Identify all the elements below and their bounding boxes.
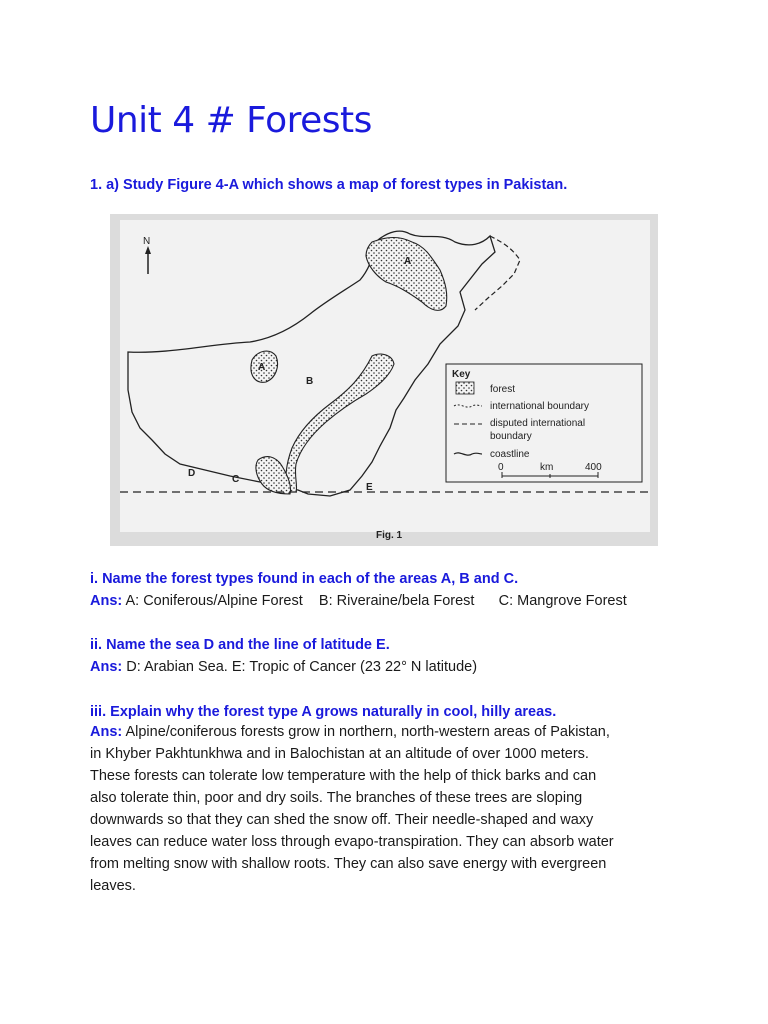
answer-iii-line: Alpine/coniferous forests grow in northern, north-western areas of Pakistan, <box>125 724 610 740</box>
answer-iii-line: leaves can reduce water loss through evapo-transpiration. They can absorb water <box>90 834 614 850</box>
answer-iii <box>90 721 700 897</box>
scale-end: 400 <box>585 462 602 473</box>
question-iii: iii. Explain why the forest type A grows naturally in cool, hilly areas. <box>90 704 557 720</box>
north-label: N <box>143 236 151 247</box>
answer-ii-text: D: Arabian Sea. E: Tropic of Cancer (23 22° N latitude) <box>126 659 478 675</box>
map-key <box>446 364 642 482</box>
label-c: C <box>232 474 240 485</box>
answer-i-b: B: Riveraine/bela Forest <box>318 593 475 609</box>
question-1a: 1. a) Study Figure 4-A which shows a map of forest types in Pakistan. <box>90 177 568 193</box>
answer-iii-line: These forests can tolerate low temperature with the help of thick barks and can <box>90 768 597 784</box>
forest-map-figure <box>110 214 658 546</box>
label-e: E <box>366 482 373 493</box>
label-b: B <box>306 376 314 387</box>
answer-iii-line: also tolerate thin, poor and dry soils. The branches of these trees are sloping <box>90 790 583 806</box>
answer-iii-line: from melting snow with shallow roots. They can also save energy with evergreen <box>90 856 607 872</box>
forest-symbol-icon <box>456 382 474 394</box>
scale-start: 0 <box>498 462 504 473</box>
scale-unit: km <box>540 462 554 473</box>
answer-iii-line: in Khyber Pakhtunkhwa and in Balochistan at an altitude of over 1000 meters. <box>90 746 589 762</box>
figure-caption: Fig. 1 <box>376 530 403 541</box>
question-ii: ii. Name the sea D and the line of latitude E. <box>90 637 390 653</box>
key-item-disputed-2: boundary <box>490 431 532 442</box>
key-item-forest: forest <box>490 384 516 395</box>
answer-ii <box>90 657 477 678</box>
label-a-west: A <box>258 362 266 373</box>
key-title: Key <box>452 369 471 380</box>
key-item-coastline: coastline <box>490 449 530 460</box>
ans-label: Ans: <box>90 659 123 675</box>
ans-label: Ans: <box>90 724 123 740</box>
answer-iii-line: leaves. <box>90 878 136 894</box>
page-title: Unit 4 # Forests <box>90 100 372 141</box>
question-i: i. Name the forest types found in each of the areas A, B and C. <box>90 571 519 587</box>
key-item-disputed: disputed international <box>490 418 586 429</box>
ans-label: Ans: <box>90 593 123 609</box>
answer-i <box>90 591 627 612</box>
label-d: D <box>188 468 196 479</box>
answer-i-a: A: Coniferous/Alpine Forest <box>125 593 303 609</box>
label-a-north: A <box>404 256 412 267</box>
answer-i-c: C: Mangrove Forest <box>498 593 627 609</box>
key-item-boundary: international boundary <box>490 401 589 412</box>
answer-iii-line: downwards so that they can shed the snow off. Their needle-shaped and waxy <box>90 812 594 828</box>
